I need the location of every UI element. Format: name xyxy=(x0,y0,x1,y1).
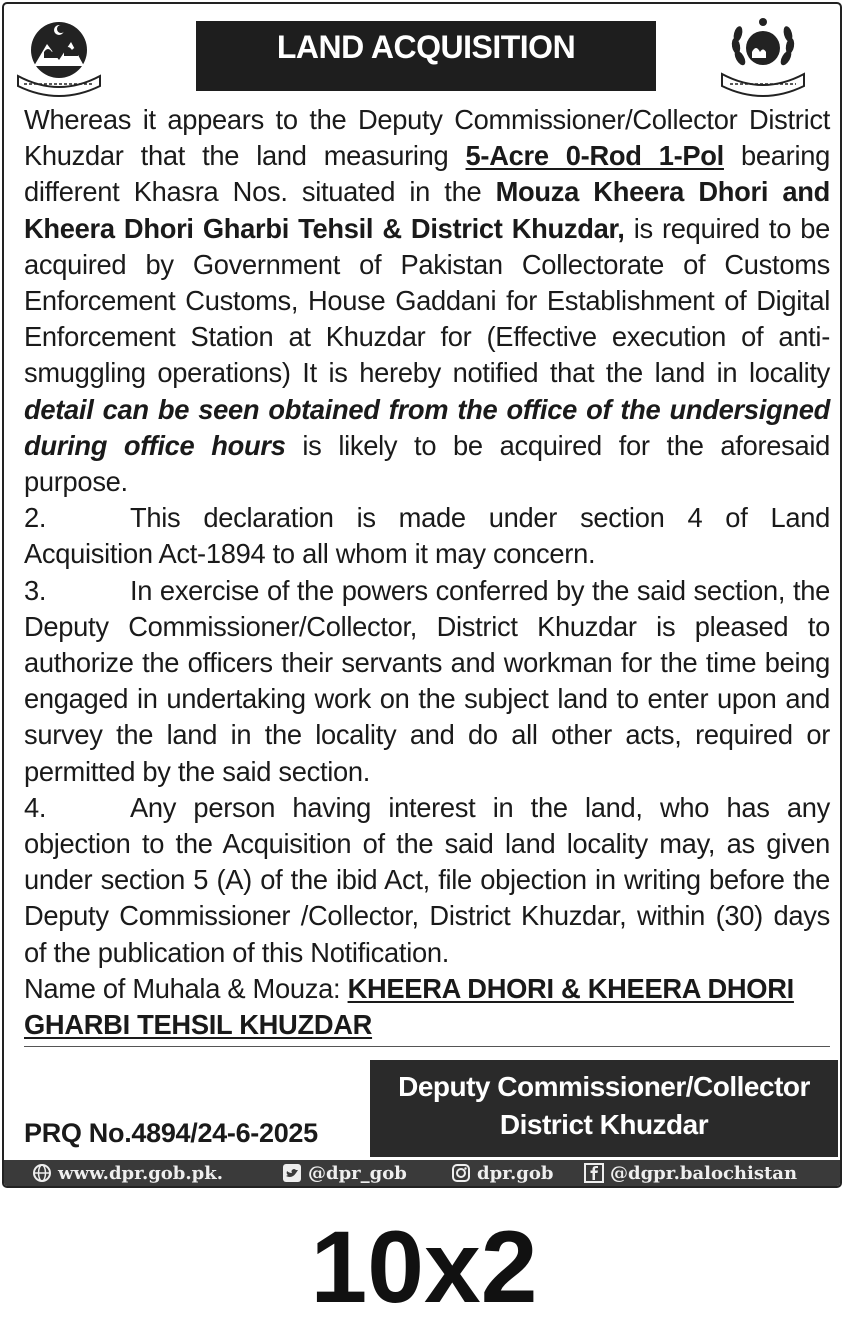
p1-text-a: Whereas it appears to the Deputy Commissioner/Collector District Khuzdar that the land measuring xyxy=(24,104,830,172)
signature-district: District Khuzdar xyxy=(499,1109,709,1140)
district-emblem-icon xyxy=(718,14,808,98)
notice-body xyxy=(24,102,830,1043)
signature-title: Deputy Commissioner/Collector xyxy=(398,1071,810,1102)
paragraph-4 xyxy=(24,790,830,971)
p1-text-b: bearing different Khasra Nos. situated in the xyxy=(24,140,830,208)
prq-number: PRQ No.4894/24-6-2025 xyxy=(24,1118,318,1148)
muhala-line xyxy=(24,971,830,1007)
paragraph-2-text: This declaration is made under section 4 of Land Acquisition Act-1894 to all whom it may concern. xyxy=(24,502,830,570)
facebook-text: @dgpr.balochistan xyxy=(610,1163,798,1184)
footer-instagram[interactable] xyxy=(451,1160,553,1188)
paragraph-3-text: In exercise of the powers conferred by the said section, the Deputy Commissioner/Collector, District Khuzdar is pleased to authorize the officers their servants and workman for the time being engaged in undertaking work on the subject land to enter upon and survey the land in the locality and do all other acts, required or permitted by the said section. xyxy=(24,574,830,787)
paragraph-4-number: 4. xyxy=(24,791,47,823)
balochistan-emblem-icon xyxy=(14,14,104,98)
footer-website[interactable] xyxy=(32,1160,223,1188)
instagram-icon xyxy=(451,1163,471,1183)
paragraph-3 xyxy=(24,573,830,790)
paragraph-4-text: Any person having interest in the land, who has any objection to the Acquisition of the said land locality may, as given under section 5 (A) of the ibid Act, file objection in writing before the Deputy Commissioner /Collector, District Khuzdar, within (30) days of the publication of this Notification. xyxy=(24,791,830,968)
land-measure: 5-Acre 0-Rod 1-Pol xyxy=(465,140,724,172)
mouza-name: Mouza Kheera Dhori and Kheera Dhori Gharbi Tehsil & District Khuzdar, xyxy=(24,176,831,244)
globe-icon xyxy=(32,1163,52,1183)
footer-bar xyxy=(4,1160,840,1188)
divider xyxy=(24,1046,830,1047)
paragraph-2-number: 2. xyxy=(24,502,47,534)
instagram-text: dpr.gob xyxy=(477,1163,554,1184)
website-text: www.dpr.gob.pk. xyxy=(58,1163,223,1184)
signature-block xyxy=(370,1060,838,1157)
twitter-icon xyxy=(282,1163,302,1183)
muhala-line-2 xyxy=(24,1007,830,1043)
advertisement-frame xyxy=(2,2,842,1188)
paragraph-3-number: 3. xyxy=(24,574,47,606)
muhala-value-line1: KHEERA DHORI & KHEERA DHORI xyxy=(347,972,794,1004)
detail-instruction: detail can be seen obtained from the office of the undersigned during office hours xyxy=(24,393,830,461)
muhala-label: Name of Muhala & Mouza: xyxy=(24,972,341,1004)
ad-size-label: 10x2 xyxy=(310,1210,538,1324)
footer-twitter[interactable] xyxy=(282,1160,407,1188)
twitter-text: @dpr_gob xyxy=(308,1163,407,1184)
footer-facebook[interactable] xyxy=(584,1160,797,1188)
paragraph-2 xyxy=(24,500,830,572)
p1-text-d: is likely to be acquired for the aforesaid purpose. xyxy=(24,429,830,498)
p1-text-c: is required to be acquired by Government of Pakistan Collectorate of Customs Enforcement Customs, House Gaddani for Establishment of Digital Enforcement Station at Khuzdar for (Effective execution of anti-smuggling operations) It is hereby notified that the land in locality xyxy=(24,212,830,389)
muhala-value-line2: GHARBI TEHSIL KHUZDAR xyxy=(24,1009,373,1041)
paragraph-1 xyxy=(24,102,830,500)
facebook-icon xyxy=(584,1163,604,1183)
page-title: LAND ACQUISITION xyxy=(196,21,656,91)
